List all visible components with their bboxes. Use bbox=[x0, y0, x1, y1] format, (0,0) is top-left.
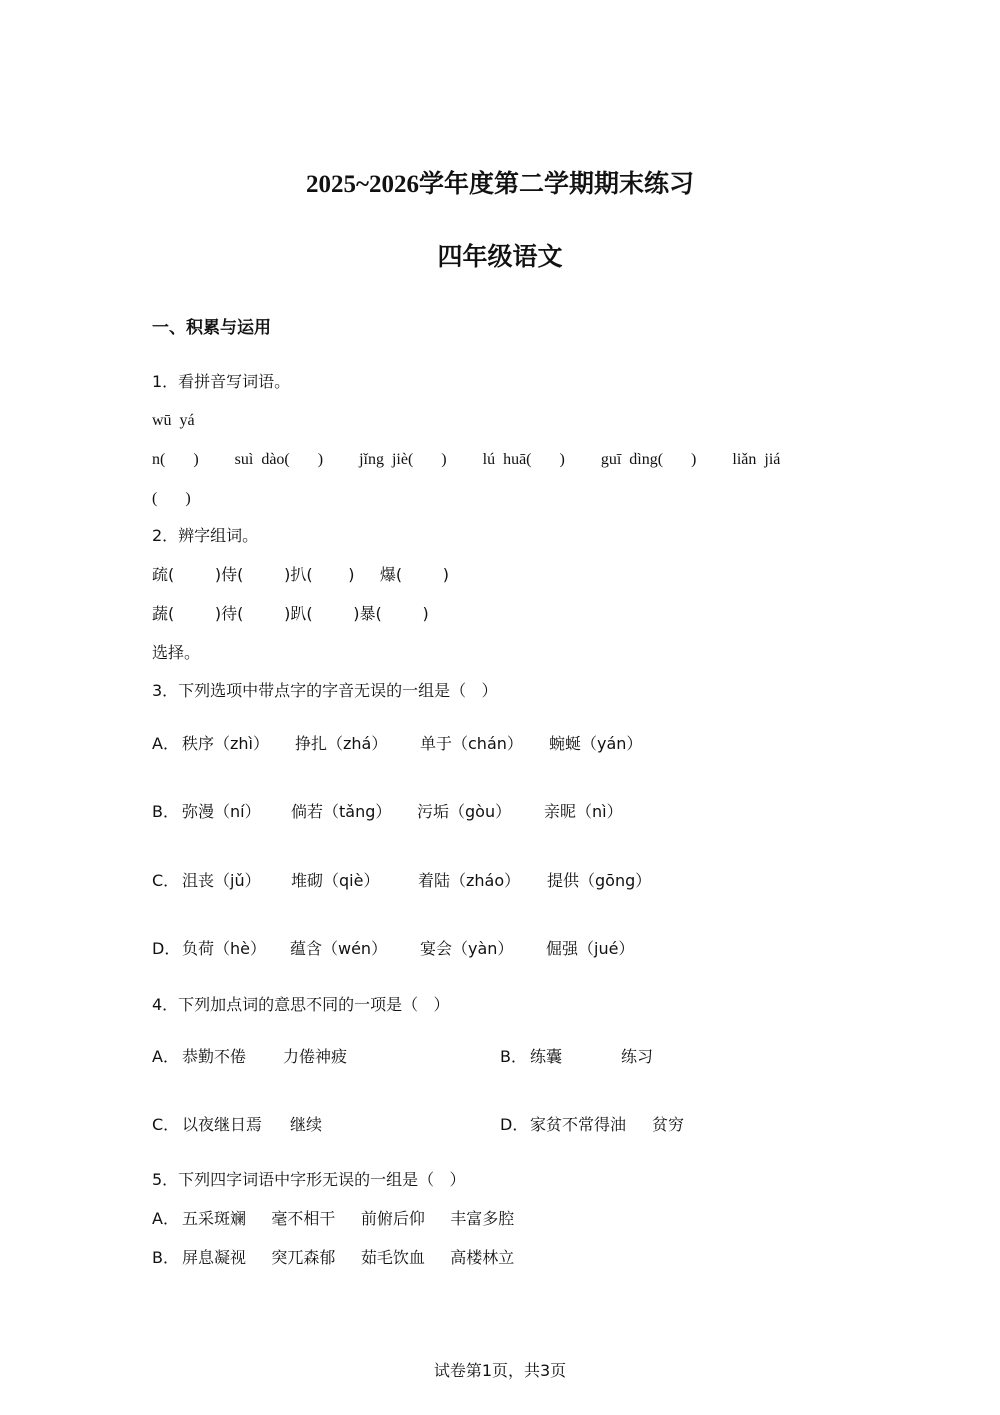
option-item: 宴会（yàn） bbox=[420, 939, 514, 958]
pinyin-line-2: n( ) suì dào( ) jǐng jiè( ) lú huā( ) guī dìng( ) liǎn jiá bbox=[152, 451, 781, 468]
option-item: 蕴含（wén） bbox=[290, 939, 388, 958]
pinyin-line-3: ( ) bbox=[152, 490, 191, 507]
option-label: B． bbox=[500, 1047, 527, 1066]
option-item: 提供（gōng） bbox=[547, 871, 652, 890]
option-text: 屏息凝视 突兀森郁 茹毛饮血 高楼林立 bbox=[182, 1248, 515, 1267]
exam-title: 2025~2026学年度第二学期期末练习 bbox=[305, 171, 694, 198]
char-group-row-1: 疏( )侍( )扒( ) 爆( ) bbox=[152, 565, 450, 584]
option-item: 污垢（gòu） bbox=[417, 802, 512, 821]
option-phrase: 家贫不常得油 bbox=[530, 1115, 627, 1134]
option-text: 五采斑斓 毫不相干 前俯后仰 丰富多腔 bbox=[182, 1209, 515, 1228]
option-item: 秩序（zhì） bbox=[182, 734, 269, 753]
question-4-stem: 4．下列加点词的意思不同的一项是（ ） bbox=[152, 995, 450, 1014]
option-item: 堆砌（qiè） bbox=[291, 871, 380, 890]
option-phrase: 贫穷 bbox=[652, 1115, 685, 1134]
section-heading: 一、积累与运用 bbox=[152, 318, 271, 338]
page-footer: 试卷第1页，共3页 bbox=[433, 1361, 567, 1380]
option-item: 亲昵（nì） bbox=[544, 802, 623, 821]
option-phrase: 恭勤不倦 bbox=[182, 1047, 247, 1066]
option-item: 负荷（hè） bbox=[182, 939, 266, 958]
option-item: 着陆（zháo） bbox=[418, 871, 521, 890]
option-item: 弥漫（ní） bbox=[182, 802, 261, 821]
question-2-stem: 2．辨字组词。 bbox=[152, 526, 259, 545]
option-item: 倘若（tǎng） bbox=[291, 802, 392, 821]
option-label: B． bbox=[152, 1248, 179, 1267]
char-group-row-2: 蔬( )待( )趴( )暴( ) bbox=[152, 604, 429, 623]
option-phrase: 以夜继日焉 bbox=[182, 1115, 263, 1134]
pinyin-line-1: wū yá bbox=[152, 412, 195, 429]
question-3-stem: 3．下列选项中带点字的字音无误的一组是（ ） bbox=[152, 681, 498, 700]
option-label: C． bbox=[152, 871, 180, 890]
option-item: 单于（chán） bbox=[420, 734, 523, 753]
option-label: A． bbox=[152, 1209, 179, 1228]
exam-subtitle: 四年级语文 bbox=[437, 244, 563, 271]
option-item: 挣扎（zhá） bbox=[295, 734, 388, 753]
question-1-stem: 1．看拼音写词语。 bbox=[152, 372, 291, 391]
option-label: A． bbox=[152, 1047, 179, 1066]
option-phrase: 继续 bbox=[290, 1115, 323, 1134]
option-label: B． bbox=[152, 802, 179, 821]
question-5-stem: 5．下列四字词语中字形无误的一组是（ ） bbox=[152, 1170, 466, 1189]
option-label: D． bbox=[152, 939, 181, 958]
option-item: 倔强（jué） bbox=[546, 939, 635, 958]
option-phrase: 力倦神疲 bbox=[283, 1047, 348, 1066]
option-phrase: 练囊 bbox=[530, 1047, 563, 1066]
option-label: C． bbox=[152, 1115, 180, 1134]
option-phrase: 练习 bbox=[621, 1047, 654, 1066]
option-item: 蜿蜒（yán） bbox=[549, 734, 643, 753]
option-label: D． bbox=[500, 1115, 529, 1134]
option-item: 沮丧（jǔ） bbox=[182, 871, 261, 890]
option-label: A． bbox=[152, 734, 179, 753]
choose-label: 选择。 bbox=[152, 643, 201, 662]
